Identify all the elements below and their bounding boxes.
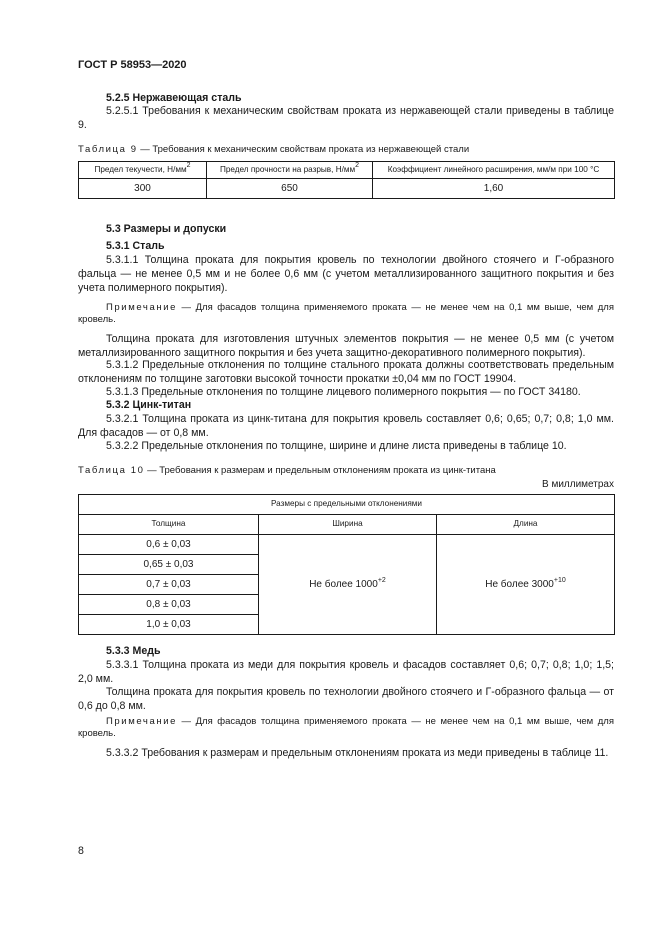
table10-thickness-cell: 0,6 ± 0,03 [79, 535, 259, 555]
table10-units: В миллиметрах [542, 479, 614, 490]
table9-expansion-value: 1,60 [373, 179, 615, 199]
note-2 [78, 716, 614, 741]
paragraph-5-3-1-2: 5.3.1.2 Предельные отклонения по толщине стального проката должны соответствовать предельным отклонениям по толщине заготовки высокой точности прокатки ±0,04 мм по ГОСТ 19904. [78, 359, 614, 385]
table10-header-row [79, 515, 615, 535]
section-title-5-2-5: 5.2.5 Нержавеющая сталь [106, 92, 242, 104]
table9-header-yield: Предел текучести, $Н/мм^2$ [79, 162, 207, 179]
table10-length-value: Не более $3000^{+10}$ [437, 535, 615, 635]
page-number: 8 [78, 845, 84, 857]
table10-thickness-cell: 0,65 ± 0,03 [79, 555, 259, 575]
table-9 [78, 161, 615, 199]
table9-data-row [79, 179, 615, 199]
document-header: ГОСТ Р 58953—2020 [78, 59, 187, 71]
table10-header-width: Ширина [259, 515, 437, 535]
note1-label: Примечание [106, 302, 177, 313]
table9-caption-text: — Требования к механическим свойствам проката из нержавеющей стали [137, 144, 470, 155]
table10-group-header-row [79, 495, 615, 515]
paragraph-5-3-2-1: 5.3.2.1 Толщина проката из цинк-титана для покрытия кровель составляет 0,6; 0,65; 0,7; 0,8; 1,0 мм. Для фасадов — от 0,8 мм. [78, 413, 614, 439]
table10-thickness-cell: 0,8 ± 0,03 [79, 595, 259, 615]
table10-thickness-cell: 0,7 ± 0,03 [79, 575, 259, 595]
table9-header-row [79, 162, 615, 179]
table9-yield-value: 300 [79, 179, 207, 199]
paragraph-5-3-1-1: 5.3.1.1 Толщина проката для покрытия кровель по технологии двойного стоячего и Г-образного фальца — не менее 0,5 мм и не более 0,6 мм (с учетом металлизированного защитного покрытия и без учета полимерного покрытия). [78, 254, 614, 294]
paragraph-5-3-3-1: 5.3.3.1 Толщина проката из меди для покрытия кровель и фасадов составляет 0,6; 0,7; 0,8; 1,0; 1,5; 2,0 мм. [78, 659, 614, 685]
table10-header-length: Длина [437, 515, 615, 535]
table10-caption [78, 465, 614, 477]
table10-caption-label: Таблица 10 [78, 465, 145, 476]
table10-group-header: Размеры с предельными отклонениями [79, 495, 615, 515]
note1-text: — Для фасадов толщина применяемого проката — не менее чем на 0,1 мм выше, чем для кровель. [78, 302, 614, 326]
table10-caption-text: — Требования к размерам и предельным отклонениям проката из цинк-титана [144, 465, 496, 476]
table9-header-tensile: Предел прочности на разрыв, $Н/мм^2$ [207, 162, 373, 179]
note2-label: Примечание [106, 716, 177, 727]
table10-header-thickness: Толщина [79, 515, 259, 535]
paragraph-5-2-5-1: 5.2.5.1 Требования к механическим свойствам проката из нержавеющей стали приведены в таблице 9. [78, 105, 614, 131]
subsection-title-5-3-3: 5.3.3 Медь [106, 645, 161, 657]
note2-text: — Для фасадов толщина применяемого проката — не менее чем на 0,1 мм выше, чем для кровель. [78, 716, 614, 740]
subsection-title-5-3-1: 5.3.1 Сталь [106, 240, 165, 252]
table9-caption-label: Таблица 9 [78, 144, 138, 155]
paragraph-5-3-1-3: 5.3.1.3 Предельные отклонения по толщине лицевого полимерного покрытия — по ГОСТ 34180. [106, 386, 581, 398]
table9-caption [78, 144, 614, 156]
table10-thickness-cell: 1,0 ± 0,03 [79, 615, 259, 635]
section-title-5-3: 5.3 Размеры и допуски [106, 223, 227, 235]
paragraph-5-3-2-2: 5.3.2.2 Предельные отклонения по толщине, ширине и длине листа приведены в таблице 10. [106, 440, 567, 452]
table-10 [78, 494, 615, 635]
paragraph-piece-elements: Толщина проката для изготовления штучных элементов покрытия — не менее 0,5 мм (с учетом металлизированного защитного покрытия и без учета защитно-декоративного полимерного покрытия). [78, 333, 614, 359]
paragraph-5-3-3-2: 5.3.3.2 Требования к размерам и предельным отклонениям проката из меди приведены в таблице 11. [106, 747, 609, 759]
table9-tensile-value: 650 [207, 179, 373, 199]
subsection-title-5-3-2: 5.3.2 Цинк-титан [106, 399, 192, 411]
paragraph-copper-roof: Толщина проката для покрытия кровель по технологии двойного стоячего и Г-образного фальца — от 0,6 до 0,8 мм. [78, 686, 614, 712]
table10-width-value: Не более $1000^{+2}$ [259, 535, 437, 635]
table-row [79, 535, 615, 555]
note-1 [78, 302, 614, 327]
table9-header-expansion: Коэффициент линейного расширения, мм/м при 100 °С [373, 162, 615, 179]
